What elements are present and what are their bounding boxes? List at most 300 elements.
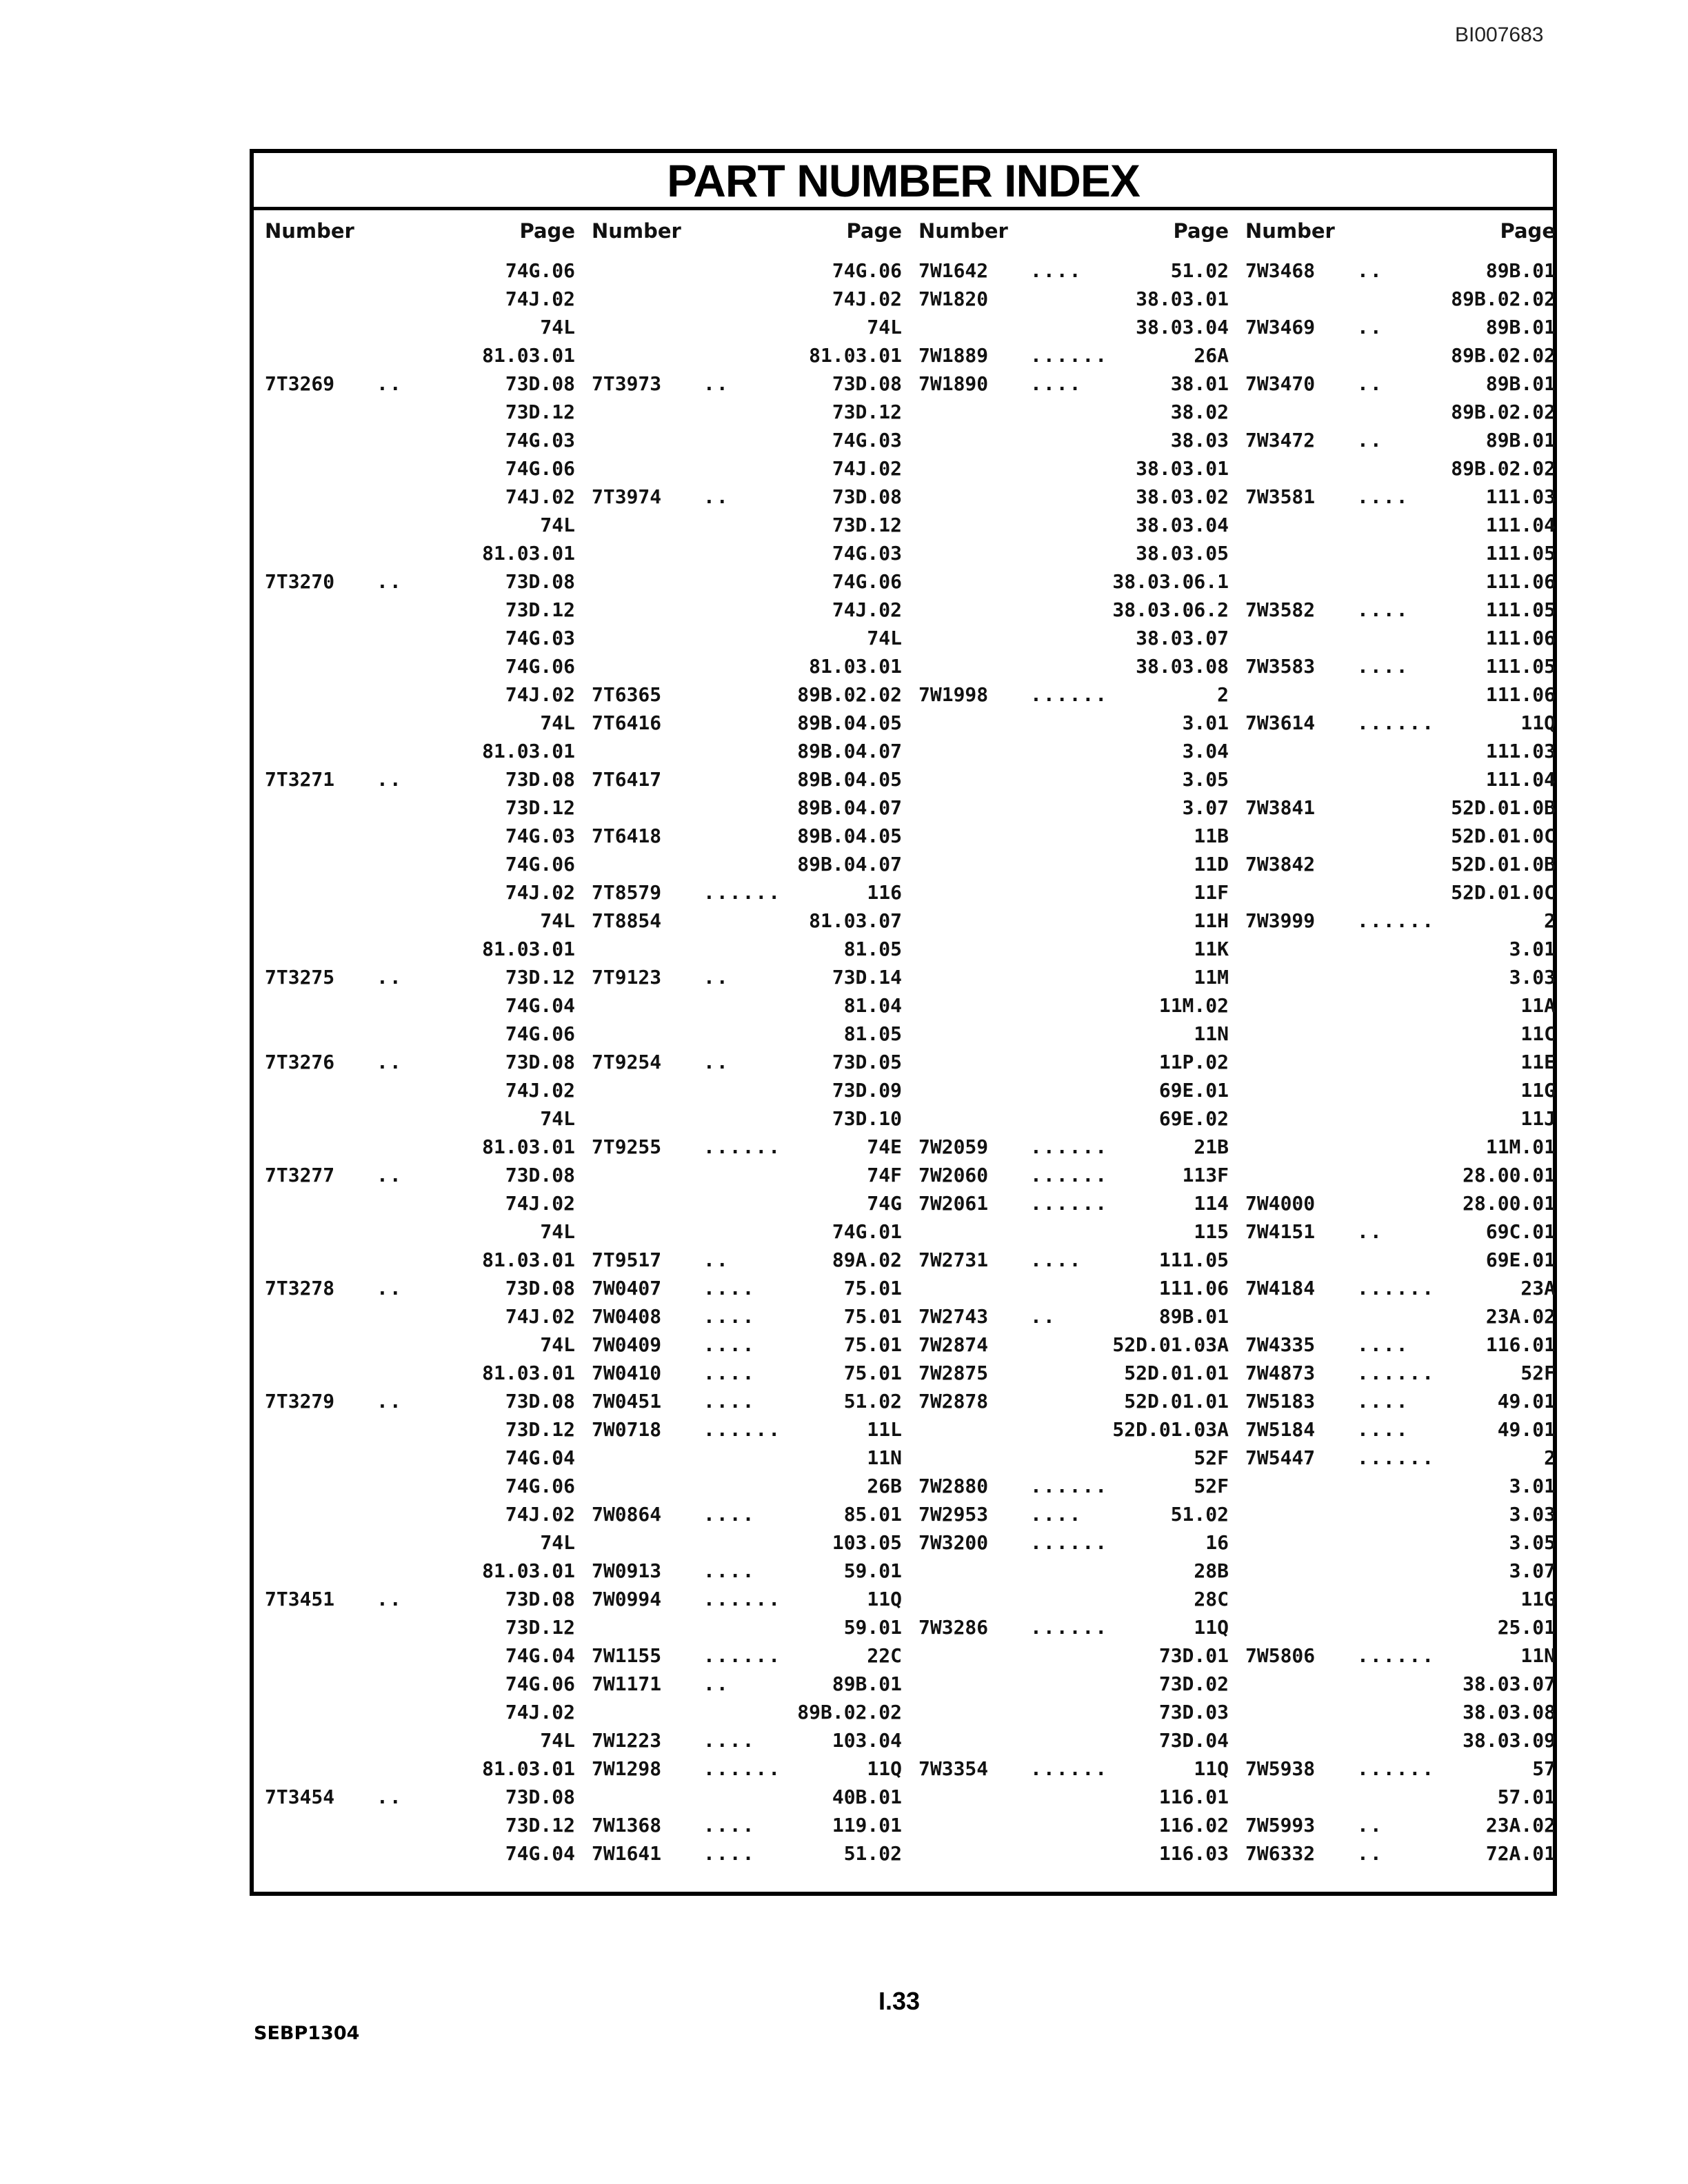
page-reference: 89B.04.05 [797,825,902,847]
page-reference: 89B.04.07 [797,740,902,762]
page-reference: 81.03.01 [482,938,575,960]
index-row [581,1613,907,1641]
part-number: 7W0410 [592,1362,662,1384]
part-number: 7W5806 [1245,1644,1316,1667]
page-reference: 74L [540,514,575,536]
page-reference: 11N [1194,1022,1229,1045]
page-reference: 116.01 [1158,1786,1229,1808]
index-row [1234,1217,1561,1246]
page-reference: 89B.01 [1485,316,1556,338]
leader-dots: .. [1357,372,1383,395]
page-reference: 89B.02.02 [1451,457,1556,480]
page-reference: 81.05 [843,938,902,960]
number-header: Number [265,219,354,243]
page-reference: 73D.08 [832,485,902,508]
page-reference: 81.03.01 [482,740,575,762]
index-row [1234,1698,1561,1726]
index-row [1234,1274,1561,1302]
index-row [907,398,1234,426]
page-reference: 74J.02 [832,287,902,310]
page-reference: 3.05 [1182,768,1229,791]
index-row [907,765,1234,793]
leader-dots: .... [1357,598,1409,621]
leader-dots: .. [1030,1305,1056,1328]
leader-dots: .... [1030,1248,1083,1271]
page-reference: 89B.01 [832,1672,902,1695]
page-reference: 38.03.06.2 [1112,598,1229,621]
index-row [581,1104,907,1133]
part-number: 7W6332 [1245,1842,1316,1865]
index-row [1234,1755,1561,1783]
part-number: 7W3470 [1245,372,1316,395]
page-reference: 38.03.05 [1136,542,1229,565]
index-row [581,1557,907,1585]
index-row [254,1048,581,1076]
index-row [254,652,581,680]
page-reference: 73D.03 [1158,1701,1229,1723]
leader-dots: .... [1357,485,1409,508]
page-reference: 74G.06 [832,570,902,593]
part-number: 7W4335 [1245,1333,1316,1356]
page-reference: 11P.02 [1158,1051,1229,1073]
part-number: 7W3581 [1245,485,1316,508]
page-reference: 38.03.04 [1136,514,1229,536]
page-reference: 11G [1520,1079,1556,1102]
leader-dots: .. [703,1051,730,1073]
page-reference: 69E.02 [1158,1107,1229,1130]
index-row [1234,370,1561,398]
index-row [254,680,581,709]
page-reference: 11Q [1520,711,1556,734]
leader-dots: ...... [1030,344,1109,367]
leader-dots: ...... [703,881,782,904]
index-row [907,652,1234,680]
page-reference: 74J.02 [505,1192,575,1215]
index-row [1234,567,1561,596]
index-row [907,1755,1234,1783]
page-reference: 73D.12 [505,796,575,819]
index-row [581,1444,907,1472]
index-row [581,878,907,907]
page-reference: 73D.08 [505,1786,575,1808]
index-row [581,652,907,680]
index-row [254,1811,581,1839]
page-reference: 38.03.01 [1136,287,1229,310]
page-reference: 11J [1520,1107,1556,1130]
page-reference: 52D.01.01 [1124,1390,1229,1413]
index-row [1234,1641,1561,1670]
part-number: 7W2060 [918,1164,989,1186]
index-row [1234,737,1561,765]
leader-dots: .... [703,1305,756,1328]
index-row [907,1359,1234,1387]
index-row [581,737,907,765]
column-header [254,219,581,250]
part-number: 7W0913 [592,1559,662,1582]
leader-dots: .... [1030,259,1083,282]
page-reference: 38.02 [1170,401,1229,423]
part-number: 7T3454 [265,1786,335,1808]
page-reference: 3.03 [1509,1503,1556,1526]
page-reference: 52D.01.03A [1112,1418,1229,1441]
index-row [907,596,1234,624]
index-row [254,256,581,285]
page-reference: 74G.04 [505,1644,575,1667]
page-reference: 51.02 [1170,1503,1229,1526]
page-reference: 81.03.01 [482,1757,575,1780]
leader-dots: ...... [703,1644,782,1667]
part-number: 7W5938 [1245,1757,1316,1780]
index-row [254,1302,581,1331]
page-reference: 21B [1194,1135,1229,1158]
index-row [581,1217,907,1246]
leader-dots: ...... [1357,1277,1436,1300]
page-reference: 52F [1194,1475,1229,1497]
page-reference: 116.03 [1158,1842,1229,1865]
page-reference: 74L [540,1220,575,1243]
index-row [907,822,1234,850]
index-row [581,1585,907,1613]
page-reference: 111.04 [1485,768,1556,791]
index-row [581,1020,907,1048]
page-reference: 69C.01 [1485,1220,1556,1243]
page-reference: 11A [1520,994,1556,1017]
part-number: 7W1298 [592,1757,662,1780]
index-row [1234,539,1561,567]
page-reference: 51.02 [843,1842,902,1865]
page-reference: 11D [1194,853,1229,876]
page-reference: 74G.06 [505,1672,575,1695]
page-reference: 74G [867,1192,902,1215]
page-reference: 74G.04 [505,1446,575,1469]
index-row [581,907,907,935]
index-row [907,483,1234,511]
page-reference: 75.01 [843,1277,902,1300]
page-reference: 73D.12 [505,1418,575,1441]
page-reference: 11Q [1194,1616,1229,1639]
index-row [1234,341,1561,370]
index-row [581,1359,907,1387]
index-row [581,1641,907,1670]
index-row [254,596,581,624]
index-row [581,398,907,426]
page-reference: 26B [867,1475,902,1497]
page-reference: 74G.06 [505,259,575,282]
page-reference: 85.01 [843,1503,902,1526]
page-reference: 11Q [1194,1757,1229,1780]
leader-dots: .. [376,1164,403,1186]
index-row [254,285,581,313]
index-row [254,1472,581,1500]
part-number: 7W4184 [1245,1277,1316,1300]
page-reference: 74G.03 [505,627,575,649]
page-reference: 59.01 [843,1616,902,1639]
part-number: 7T3271 [265,768,335,791]
index-row [907,737,1234,765]
part-number: 7T8579 [592,881,662,904]
index-row [254,1500,581,1528]
index-row [907,256,1234,285]
page-reference: 115 [1194,1220,1229,1243]
index-row [254,1246,581,1274]
page-reference: 116 [867,881,902,904]
page-reference: 89B.02.02 [797,683,902,706]
index-row [1234,709,1561,737]
leader-dots: .... [703,1729,756,1752]
page-reference: 59.01 [843,1559,902,1582]
part-number: 7W0718 [592,1418,662,1441]
leader-dots: .... [1357,1418,1409,1441]
index-row [254,709,581,737]
page-reference: 74L [540,316,575,338]
leader-dots: .... [703,1277,756,1300]
part-number: 7W5183 [1245,1390,1316,1413]
part-number: 7T6418 [592,825,662,847]
page-reference: 111.06 [1485,570,1556,593]
index-row [254,624,581,652]
part-number: 7W3472 [1245,429,1316,452]
index-row [581,680,907,709]
index-row [254,1189,581,1217]
page-reference: 11Q [867,1757,902,1780]
page-reference: 74J.02 [832,598,902,621]
index-row [254,1415,581,1444]
leader-dots: .. [376,1390,403,1413]
part-number: 7W1642 [918,259,989,282]
part-number: 7W3582 [1245,598,1316,621]
page-reference: 73D.01 [1158,1644,1229,1667]
index-column-2 [581,219,907,1868]
index-row [581,1189,907,1217]
part-number: 7T3278 [265,1277,335,1300]
page-reference: 2 [1544,1446,1556,1469]
number-header: Number [918,219,1008,243]
index-row [1234,1415,1561,1444]
leader-dots: .... [703,1333,756,1356]
page-reference: 73D.12 [832,514,902,536]
page-reference: 49.01 [1497,1418,1556,1441]
index-row [1234,822,1561,850]
page-reference: 11M [1194,966,1229,989]
page-reference: 116.02 [1158,1814,1229,1837]
index-row [254,398,581,426]
index-column-1 [254,219,581,1868]
page-reference: 74L [540,1107,575,1130]
leader-dots: .. [1357,259,1383,282]
leader-dots: .. [1357,1842,1383,1865]
index-row [581,370,907,398]
index-row [581,765,907,793]
page-reference: 74G.06 [505,655,575,678]
footer-code: SEBP1304 [254,2023,360,2044]
index-row [581,963,907,991]
page-reference: 74L [540,1729,575,1752]
index-row [1234,511,1561,539]
index-row [907,1302,1234,1331]
page-reference: 52D.01.0B [1451,796,1556,819]
page-reference: 3.07 [1182,796,1229,819]
page-reference: 11H [1194,909,1229,932]
leader-dots: .. [703,966,730,989]
index-row [907,1641,1234,1670]
page-reference: 73D.08 [832,372,902,395]
part-number: 7W2059 [918,1135,989,1158]
index-rows [254,256,581,1868]
index-row [1234,313,1561,341]
leader-dots: ...... [1030,1531,1109,1554]
leader-dots: .. [376,372,403,395]
index-row [907,1048,1234,1076]
page-reference: 52D.01.01 [1124,1362,1229,1384]
page-reference: 119.01 [832,1814,902,1837]
page-reference: 111.03 [1485,485,1556,508]
page-reference: 11K [1194,938,1229,960]
leader-dots: .... [1357,655,1409,678]
page-reference: 69E.01 [1158,1079,1229,1102]
page-reference: 73D.12 [505,1814,575,1837]
page-reference: 52D.01.0C [1451,825,1556,847]
page-reference: 51.02 [1170,259,1229,282]
index-row [581,511,907,539]
index-row [581,1670,907,1698]
index-row [1234,1613,1561,1641]
part-number: 7W1890 [918,372,989,395]
page-reference: 81.03.01 [482,542,575,565]
page-reference: 11N [867,1446,902,1469]
page-reference: 57.01 [1497,1786,1556,1808]
index-row [907,1104,1234,1133]
page-reference: 74G.03 [505,429,575,452]
leader-dots: ...... [1030,683,1109,706]
page-header: Page [1500,219,1556,243]
part-number: 7T3269 [265,372,335,395]
leader-dots: .... [703,1503,756,1526]
index-row [1234,1528,1561,1557]
page-reference: 73D.10 [832,1107,902,1130]
page-reference: 52D.01.0C [1451,881,1556,904]
page-reference: 111.06 [1158,1277,1229,1300]
page-reference: 73D.08 [505,570,575,593]
index-row [254,1133,581,1161]
index-row [1234,1331,1561,1359]
index-row [581,483,907,511]
leader-dots: ...... [1030,1164,1109,1186]
page-reference: 103.05 [832,1531,902,1554]
index-row [254,963,581,991]
page-reference: 38.03.07 [1136,627,1229,649]
document-id: BI007683 [1455,23,1544,46]
index-row [1234,935,1561,963]
index-row [254,822,581,850]
leader-dots: .. [703,485,730,508]
part-number: 7W3354 [918,1757,989,1780]
page-reference: 116.01 [1485,1333,1556,1356]
page-reference: 22C [867,1644,902,1667]
index-row [907,1670,1234,1698]
index-row [254,1104,581,1133]
leader-dots: .. [1357,316,1383,338]
index-row [1234,1359,1561,1387]
leader-dots: .. [703,372,730,395]
page-reference: 73D.12 [832,401,902,423]
page-reference: 2 [1217,683,1229,706]
page-reference: 73D.09 [832,1079,902,1102]
page-reference: 3.01 [1509,938,1556,960]
index-row [581,313,907,341]
page-reference: 89B.02.02 [797,1701,902,1723]
index-row [254,1161,581,1189]
index-row [581,285,907,313]
page-reference: 11F [1194,881,1229,904]
page-number: I.33 [878,1987,921,2015]
page-reference: 89B.04.07 [797,796,902,819]
page-reference: 81.03.07 [809,909,902,932]
page-reference: 73D.08 [505,1390,575,1413]
part-number: 7W5993 [1245,1814,1316,1837]
index-row [1234,285,1561,313]
part-number: 7T9517 [592,1248,662,1271]
index-row [907,1161,1234,1189]
page-reference: 74G.06 [505,1022,575,1045]
index-row [254,1641,581,1670]
index-row [907,1415,1234,1444]
index-row [581,822,907,850]
index-row [581,1698,907,1726]
part-number: 7T6416 [592,711,662,734]
index-row [254,1557,581,1585]
part-number: 7W0451 [592,1390,662,1413]
page-reference: 89B.04.07 [797,853,902,876]
page-reference: 52D.01.03A [1112,1333,1229,1356]
part-number: 7W0864 [592,1503,662,1526]
number-header: Number [1245,219,1335,243]
page-reference: 52F [1194,1446,1229,1469]
part-number: 7W0409 [592,1333,662,1356]
index-row [907,1557,1234,1585]
index-row [581,1133,907,1161]
page-reference: 28.00.01 [1463,1192,1556,1215]
index-row [254,511,581,539]
leader-dots: ...... [703,1135,782,1158]
part-number: 7W5184 [1245,1418,1316,1441]
part-number: 7T6365 [592,683,662,706]
page-reference: 38.03.09 [1463,1729,1556,1752]
page-header: Page [1173,219,1229,243]
page-reference: 74G.01 [832,1220,902,1243]
index-row [907,313,1234,341]
index-row [907,1472,1234,1500]
page-reference: 73D.08 [505,1588,575,1610]
page-reference: 74J.02 [505,1305,575,1328]
index-row [254,1020,581,1048]
index-row [254,907,581,935]
index-row [581,1472,907,1500]
page-reference: 11G [1520,1588,1556,1610]
page-reference: 38.03.02 [1136,485,1229,508]
part-number: 7W1223 [592,1729,662,1752]
page-reference: 23A.02 [1485,1814,1556,1837]
page-reference: 38.03 [1170,429,1229,452]
index-row [581,1726,907,1755]
page-reference: 49.01 [1497,1390,1556,1413]
page-reference: 81.03.01 [809,655,902,678]
leader-dots: .... [1030,372,1083,395]
page-reference: 75.01 [843,1305,902,1328]
page-reference: 111.05 [1485,542,1556,565]
part-number: 7W2880 [918,1475,989,1497]
leader-dots: ...... [703,1418,782,1441]
page-reference: 74L [540,1333,575,1356]
